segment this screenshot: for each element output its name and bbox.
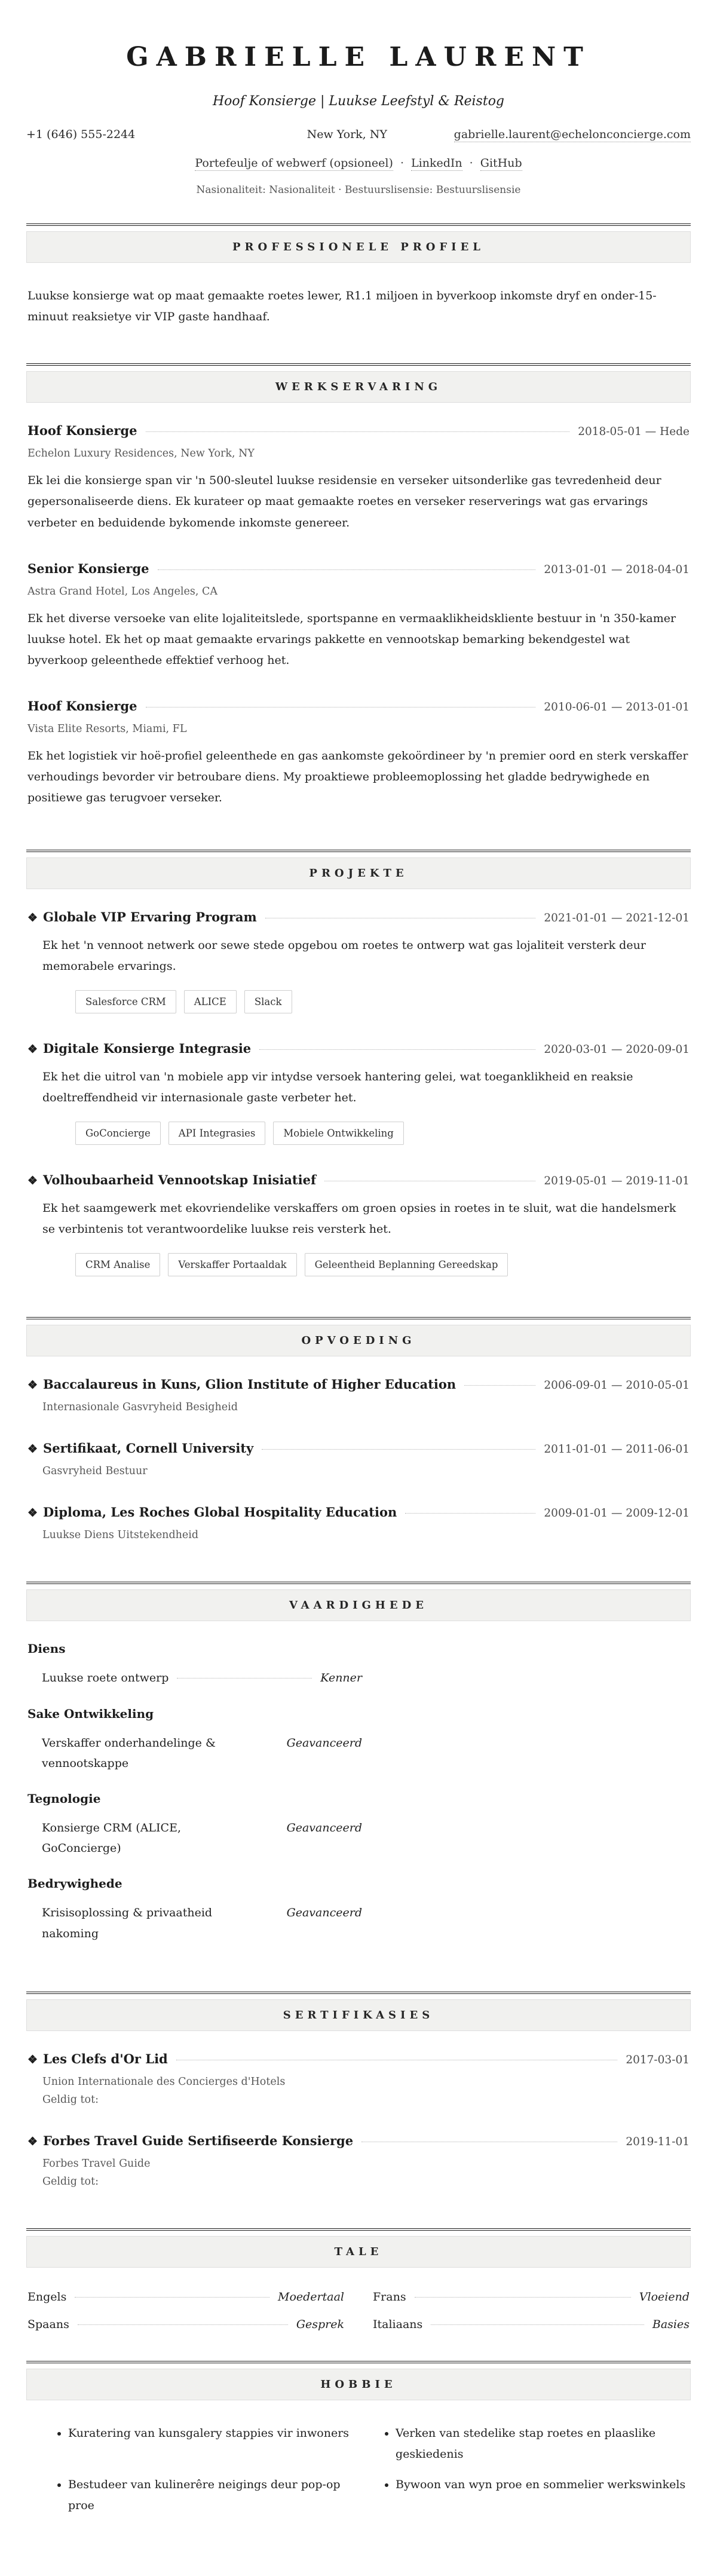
section-heading-languages: TALE bbox=[26, 2236, 691, 2268]
section-profile bbox=[26, 223, 691, 336]
contact-row bbox=[26, 128, 691, 141]
skill-category bbox=[27, 1641, 690, 1688]
education-dates: 2006-09-01 — 2010-05-01 bbox=[544, 1379, 690, 1392]
section-rule bbox=[26, 1992, 691, 1994]
project-dates: 2020-03-01 — 2020-09-01 bbox=[544, 1043, 690, 1056]
profile-summary: Luukse konsierge wat op maat gemaakte roetes lewer, R1.1 miljoen in byverkoop inkomste dryf en onder-15-minuut reaksietye vir VIP gaste handhaaf. bbox=[27, 289, 657, 324]
email-link[interactable]: gabrielle.laurent@echelonconcierge.com bbox=[454, 128, 691, 141]
skill-name: Verskaffer onderhandelinge & vennootskappe bbox=[42, 1736, 216, 1770]
section-rule bbox=[26, 2361, 691, 2363]
skill-row bbox=[42, 1733, 362, 1774]
project-dates: 2019-05-01 — 2019-11-01 bbox=[544, 1175, 690, 1188]
language-row bbox=[27, 2290, 344, 2304]
job-title: Senior Konsierge bbox=[27, 560, 149, 576]
project-description: Ek het 'n vennoot netwerk oor sewe stede opgebou om roetes te ontwerp wat gas lojaliteit versterk deur memorabele ervarings. bbox=[42, 938, 646, 973]
leader-line bbox=[415, 2297, 631, 2298]
hobby-item: • Verken van stedelike stap roetes en plaaslike geskiedenis bbox=[396, 2423, 690, 2465]
education-field: Internasionale Gasvryheid Besigheid bbox=[42, 1401, 238, 1414]
leader-line bbox=[75, 2297, 269, 2298]
nationality-line: Nasionaliteit: Nasionaliteit · Bestuurslisensie: Bestuurslisensie bbox=[196, 184, 521, 196]
certification-title: Les Clefs d'Or Lid bbox=[43, 2051, 168, 2066]
job-description: Ek het logistiek vir hoë-profiel geleenthede en gas aankomste gekoördineer by 'n premier oord en sterk verskaffer verhoudings bevorder vir betroubare diens. My proaktiewe probleemoplossing het gladde bedrywighede en positiewe gas terugvoer verseker. bbox=[27, 749, 688, 805]
section-projects bbox=[26, 850, 691, 1290]
diamond-icon: ❖ bbox=[27, 1042, 38, 1056]
leader-line bbox=[431, 2324, 644, 2325]
education-entry bbox=[27, 1441, 690, 1477]
language-name: Spaans bbox=[27, 2317, 69, 2331]
project-entry bbox=[27, 1041, 690, 1145]
certification-valid-label: Geldig tot: bbox=[42, 2175, 99, 2188]
project-dates: 2021-01-01 — 2021-12-01 bbox=[544, 911, 690, 924]
section-heading-projects: PROJEKTE bbox=[26, 857, 691, 889]
certification-title: Forbes Travel Guide Sertifiseerde Konsierge bbox=[43, 2133, 354, 2148]
skill-level: Kenner bbox=[320, 1671, 362, 1685]
project-entry bbox=[27, 1172, 690, 1276]
job-company: Vista Elite Resorts, Miami, FL bbox=[27, 723, 187, 736]
tag: Mobiele Ontwikkeling bbox=[273, 1122, 403, 1145]
tag: CRM Analise bbox=[75, 1253, 160, 1276]
section-rule bbox=[26, 1582, 691, 1584]
skill-category bbox=[27, 1791, 690, 1858]
skill-level: Geavanceerd bbox=[286, 1821, 362, 1834]
education-title: Baccalaureus in Kuns, Glion Institute of Higher Education bbox=[43, 1377, 456, 1392]
education-title: Sertifikaat, Cornell University bbox=[43, 1441, 254, 1456]
tag: Slack bbox=[244, 990, 292, 1013]
job-entry bbox=[27, 423, 690, 533]
skill-category-title: Sake Ontwikkeling bbox=[27, 1706, 154, 1721]
job-company: Echelon Luxury Residences, New York, NY bbox=[27, 448, 255, 460]
section-languages bbox=[26, 2228, 691, 2333]
education-field: Luukse Diens Uitstekendheid bbox=[42, 1529, 199, 1542]
section-heading-profile: PROFESSIONELE PROFIEL bbox=[26, 231, 691, 263]
tag: GoConcierge bbox=[75, 1122, 161, 1145]
education-dates: 2011-01-01 — 2011-06-01 bbox=[544, 1443, 690, 1456]
education-dates: 2009-01-01 — 2009-12-01 bbox=[544, 1507, 690, 1520]
skill-name: Luukse roete ontwerp bbox=[42, 1671, 169, 1685]
education-entry bbox=[27, 1505, 690, 1541]
hobby-item: • Bywoon van wyn proe en sommelier werkswinkels bbox=[396, 2474, 690, 2516]
job-title: Hoof Konsierge bbox=[27, 699, 137, 714]
resume-name: GABRIELLE LAURENT bbox=[126, 42, 591, 72]
certification-entry bbox=[27, 2133, 690, 2188]
section-rule bbox=[26, 1317, 691, 1319]
job-company: Astra Grand Hotel, Los Angeles, CA bbox=[27, 585, 217, 598]
link-separator: · bbox=[400, 157, 404, 170]
certification-entry bbox=[27, 2051, 690, 2106]
skill-category-title: Bedrywighede bbox=[27, 1876, 122, 1891]
skill-name: Konsierge CRM (ALICE, GoConcierge) bbox=[42, 1821, 182, 1855]
language-level: Moedertaal bbox=[278, 2290, 344, 2304]
certification-organization: Forbes Travel Guide bbox=[42, 2157, 151, 2170]
certification-valid-label: Geldig tot: bbox=[42, 2093, 99, 2106]
leader-line bbox=[78, 2324, 288, 2325]
resume-title: Hoof Konsierge | Luukse Leefstyl & Reistog bbox=[212, 94, 505, 109]
link-separator: · bbox=[469, 157, 473, 170]
section-rule bbox=[26, 223, 691, 226]
project-title: Globale VIP Ervaring Program bbox=[43, 909, 257, 924]
leader-line bbox=[464, 1385, 535, 1386]
education-field: Gasvryheid Bestuur bbox=[42, 1465, 148, 1478]
hobby-item: • Kuratering van kunsgalery stappies vir inwoners bbox=[68, 2423, 362, 2465]
language-row bbox=[27, 2318, 344, 2331]
section-experience bbox=[26, 363, 691, 822]
diamond-icon: ❖ bbox=[27, 1174, 38, 1188]
language-name: Engels bbox=[27, 2290, 67, 2304]
diamond-icon: ❖ bbox=[27, 911, 38, 924]
education-entry bbox=[27, 1377, 690, 1413]
certification-organization: Union Internationale des Concierges d'Hotels bbox=[42, 2075, 286, 2088]
project-entry bbox=[27, 909, 690, 1013]
skill-category bbox=[27, 1876, 690, 1943]
language-level: Gesprek bbox=[296, 2317, 344, 2331]
tag: Verskaffer Portaaldak bbox=[168, 1253, 296, 1276]
education-title: Diploma, Les Roches Global Hospitality Education bbox=[43, 1505, 397, 1520]
job-dates: 2013-01-01 — 2018-04-01 bbox=[544, 563, 690, 576]
job-description: Ek het diverse versoeke van elite lojaliteitslede, sportspanne en vermaaklikheidskliente bestuur in 'n 350-kamer luukse hotel. Ek het op maat gemaakte ervarings pakkette en vennootskap bemarking bekendgestel wat byverkoop geleenthede effektief verhoog het. bbox=[27, 611, 676, 667]
project-tags bbox=[75, 1253, 690, 1276]
project-description: Ek het saamgewerk met ekovriendelike verskaffers om groen opsies in roetes in te sluit, wat die handelsmerk se verbintenis tot verantwoordelike luukse reis versterk het. bbox=[42, 1202, 676, 1236]
section-rule bbox=[26, 850, 691, 852]
section-certifications bbox=[26, 1992, 691, 2201]
linkedin-link[interactable]: LinkedIn bbox=[411, 157, 462, 170]
job-dates: 2018-05-01 — Hede bbox=[578, 425, 690, 439]
job-title: Hoof Konsierge bbox=[27, 423, 137, 439]
tag: ALICE bbox=[184, 990, 237, 1013]
skill-row bbox=[42, 1818, 362, 1858]
section-heading-hobbies: HOBBIE bbox=[26, 2369, 691, 2400]
tag: API Integrasies bbox=[168, 1122, 266, 1145]
diamond-icon: ❖ bbox=[27, 2134, 38, 2148]
diamond-icon: ❖ bbox=[27, 1379, 38, 1392]
section-heading-skills: VAARDIGHEDE bbox=[26, 1589, 691, 1621]
skill-level: Geavanceerd bbox=[286, 1906, 362, 1920]
skill-category-title: Diens bbox=[27, 1641, 66, 1656]
leader-line bbox=[158, 569, 536, 570]
job-description: Ek lei die konsierge span vir 'n 500-sleutel luukse residensie en verseker uitsonderlike gas tevredenheid deur gepersonaliseerde diens. Ek kurateer op maat gemaakte roetes en verseker reserverings wat gas ervarings verbeter en beduidende bykomende inkomste genereer. bbox=[27, 474, 661, 529]
phone: +1 (646) 555-2244 bbox=[26, 128, 136, 141]
section-heading-education: OPVOEDING bbox=[26, 1325, 691, 1356]
language-name: Frans bbox=[373, 2290, 406, 2304]
project-title: Digitale Konsierge Integrasie bbox=[43, 1040, 252, 1056]
project-title: Volhoubaarheid Vennootskap Inisiatief bbox=[43, 1172, 317, 1188]
section-education bbox=[26, 1317, 691, 1554]
diamond-icon: ❖ bbox=[27, 1506, 38, 1520]
portfolio-link[interactable]: Portefeulje of webwerf (opsioneel) bbox=[195, 157, 393, 170]
language-row bbox=[373, 2318, 690, 2331]
language-row bbox=[373, 2290, 690, 2304]
project-tags bbox=[75, 1122, 690, 1145]
tag: Geleentheid Beplanning Gereedskap bbox=[305, 1253, 508, 1276]
job-entry bbox=[27, 561, 690, 671]
language-level: Basies bbox=[652, 2317, 690, 2331]
hobby-item: • Bestudeer van kulinerêre neigings deur pop-op proe bbox=[68, 2474, 362, 2516]
section-heading-experience: WERKSERVARING bbox=[26, 371, 691, 403]
section-rule bbox=[26, 363, 691, 366]
certification-date: 2017-03-01 bbox=[626, 2053, 690, 2066]
hobby-list bbox=[27, 2421, 690, 2526]
leader-line bbox=[262, 1449, 535, 1450]
project-tags bbox=[75, 990, 690, 1013]
leader-line bbox=[259, 1049, 535, 1050]
github-link[interactable]: GitHub bbox=[480, 157, 522, 170]
skill-category bbox=[27, 1707, 690, 1774]
language-level: Vloeiend bbox=[639, 2290, 690, 2304]
certification-date: 2019-11-01 bbox=[626, 2135, 690, 2148]
skill-row bbox=[42, 1668, 362, 1688]
skill-name: Krisisoplossing & privaatheid nakoming bbox=[42, 1906, 213, 1940]
skill-level: Geavanceerd bbox=[286, 1736, 362, 1750]
tag: Salesforce CRM bbox=[75, 990, 176, 1013]
leader-line bbox=[146, 431, 570, 432]
location: New York, NY bbox=[307, 128, 387, 141]
job-entry bbox=[27, 699, 690, 808]
section-hobbies bbox=[26, 2361, 691, 2529]
language-name: Italiaans bbox=[373, 2317, 423, 2331]
section-rule bbox=[26, 2228, 691, 2231]
leader-line bbox=[405, 1513, 535, 1514]
diamond-icon: ❖ bbox=[27, 1442, 38, 1456]
links-row bbox=[26, 157, 691, 170]
project-description: Ek het die uitrol van 'n mobiele app vir intydse versoek hantering gelei, wat toeganklikheid en reaksie doeltreffendheid vir internasionale gaste verbeter het. bbox=[42, 1070, 633, 1104]
skill-category-title: Tegnologie bbox=[27, 1791, 101, 1806]
section-skills bbox=[26, 1582, 691, 1964]
section-heading-certifications: SERTIFIKASIES bbox=[26, 1999, 691, 2031]
job-dates: 2010-06-01 — 2013-01-01 bbox=[544, 701, 690, 714]
diamond-icon: ❖ bbox=[27, 2053, 38, 2066]
skill-row bbox=[42, 1903, 362, 1943]
language-grid bbox=[27, 2290, 690, 2331]
